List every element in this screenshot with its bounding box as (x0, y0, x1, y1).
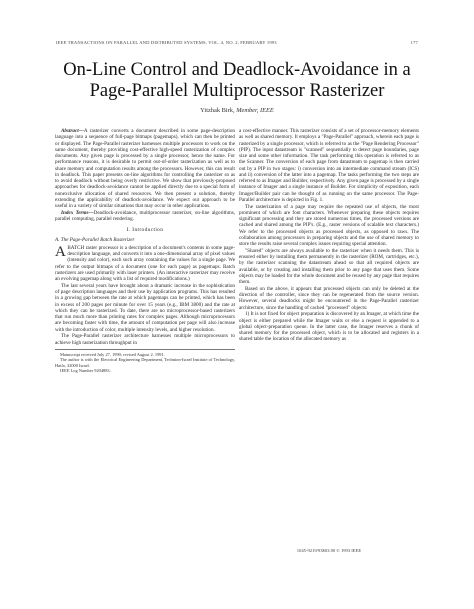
journal-name: IEEE TRANSACTIONS ON PARALLEL AND DISTRIBUTED SYSTEMS, VOL. 4, NO. 2, FEBRUARY 1993 (56, 40, 277, 45)
drop-cap: A (55, 243, 66, 260)
paper-title (40, 60, 434, 102)
section-heading: I. Introduction (126, 227, 164, 234)
abstract-text: A rasterizer converts a document described in some page-description language into a sequence of full-page bitmaps (pagemaps), which can then be printed or displayed. The Page-Parallel rasterizer harnesses multiple processors to work on the same document, thereby providing cost-effective high-speed rasterization of complex documents. Any given page is processed by a single processor, hence the name. For performance reasons, it is desirable to permit out-of-order rasterization as well as to share memory and computation results among the processors. However, this can result in deadlock. This paper presents on-line algorithms for controlling the rasterizer so as to avoid deadlock without being overly restrictive. We show that previously-proposed approaches for deadlock-avoidance cannot be applied directly due to a special form of nonexclusive allocation of shared resources. We then present a solution, thereby extending the applicability of deadlock-avoidance. We expect our approach to be useful in a variety of similar situations that may occur in other applications. (55, 128, 235, 209)
author-line (40, 107, 434, 114)
intro-p1-text: BATCH raster processor is a description of a document's contents in some page-description language, and converts it into a one-dimensional array of pixel values (intensity and color), each such array containing the values for a single page. We refer to the output bitmaps of a document (one for each page) as pagemaps. Batch rasterizers are used primarily with laser printers. (An interactive rasterizer may receive an evolving pagemap along with a list of required modifications.) (55, 244, 235, 282)
right-paragraph-2: The rasterization of a page may require the repeated use of objects, the most prominent of which are font characters. Whenever preparing these objects requires significant processing and they are stored numerous times, the processed versions are cached and shared among the PIP's. (E.g., raster versions of scalable text characters.) We refer to the processed objects as processed objects, as opposed to raws. The collaboration among processors in preparing objects and the use of shared memory to store the results raise several complex issues requiring special attention. (239, 203, 419, 247)
footnote (55, 349, 235, 374)
author-name: Yitzhak Birk, (200, 107, 235, 114)
list-item-1: 1) It is not fixed for object preparation is discovered by an Imager, at which time the object is either prepared while the Imager waits or else a request is appended to a global object-preparation queue. In the latter case, the Imager reserves a chunk of shared memory for the processed object, which is to be allocated and registers in a shared table the location of the allocated memory as (239, 311, 419, 343)
right-paragraph-1: a cost-effective manner. This rasterizer consists of a set of processor-memory elements as well as shared memory. It employs a "Page-Parallel" approach, wherein each page is rasterized by a single processor, which is referred to as the "Page Rendering Processor" (PIP). The input datastream is "scanned" sequentially to detect page boundaries, page size and some other information. The task performing this operation is referred to as the Scanner. The conversion of each page from datastream to pagemap is then carried out by a PIP in two stages: i) conversion into an intermediate command stream (ICS) and ii) conversion of the latter into a pagemap. The tasks performing the two steps are referred to as Imager and Builder, respectively. Any given page is processed by a single instance of Imager and a single instance of Builder. For simplicity of exposition, each Imager/Builder pair can be thought of as running on the same processor. The Page-Parallel architecture is depicted in Fig. 1. (239, 128, 419, 203)
footnote-ieee-log: IEEE Log Number 9204883. (60, 367, 111, 373)
right-paragraph-4: Based on the above, it appears that processed objects can only be deleted at the direction of the controller, since they can be regenerated from the source version. However, several deadlocks might be encountered in the Page-Parallel rasterizer architecture, since the handling of cached "processed" objects: (239, 285, 419, 311)
footnote-received: Manuscript received July 27, 1990; revised August 2, 1991. (60, 351, 165, 357)
subsection-heading: A. The Page-Parallel Batch Rasterizer (55, 236, 135, 243)
index-terms-lead: Index Terms— (61, 209, 94, 216)
author-membership: Member, IEEE (236, 107, 274, 114)
footnote-affiliation: The author is with the Electrical Engineering Department, Technion-Israel Institute of Technology, Haifa, 32000 Israel. (55, 357, 235, 368)
copyright-line: 1045-9219/93$03.00 © 1993 IEEE (296, 548, 362, 553)
abstract-lead: Abstract— (61, 128, 84, 134)
intro-paragraph-3: The Page-Parallel rasterizer architecture harnesses multiple microprocessors to achieve high rasterization throughput in (55, 333, 235, 346)
intro-paragraph-1 (55, 245, 235, 283)
intro-paragraph-2: The last several years have brought about a dramatic increase in the sophistication of page description languages and their use by application programs. This has resulted in a growing gap between the rate at which pagemaps can be printed, which has been in excess of 200 pages per minute for over 15 years (e.g., IBM 3800) and the rate at which they can be rasterized. To date, there are no microprocessor-based rasterizers that run much more than printing rates for complex pages. Although microprocessors are becoming faster with time, the amount of computation per page will also increase with the introduction of color, multiple intensity levels, and higher resolution. (55, 282, 235, 333)
title-line-1: On-Line Control and Deadlock-Avoidance in a (63, 60, 411, 80)
abstract (55, 128, 235, 209)
right-paragraph-3: "Shared" objects are always available to the rasterizer when it needs them. This is ensured either by installing them permanently in the rasterizer (ROM, cartridges, etc.), by the rasterizer scanning the datastream ahead so that all required objects are available, or by creating and installing them prior to any page that uses them. Some objects may be loaded for the whole document and be reused by any page that requires them. (239, 247, 419, 285)
index-terms-text: Deadlock-avoidance, multiprocessor rasterizer, on-line algorithms, parallel computing, parallel rendering. (55, 209, 235, 222)
title-line-2: Page-Parallel Multiprocessor Rasterizer (89, 81, 385, 101)
left-column (55, 128, 235, 538)
page-number: 177 (410, 40, 418, 45)
right-column (239, 128, 419, 538)
running-head (56, 40, 418, 49)
index-terms (55, 210, 235, 223)
